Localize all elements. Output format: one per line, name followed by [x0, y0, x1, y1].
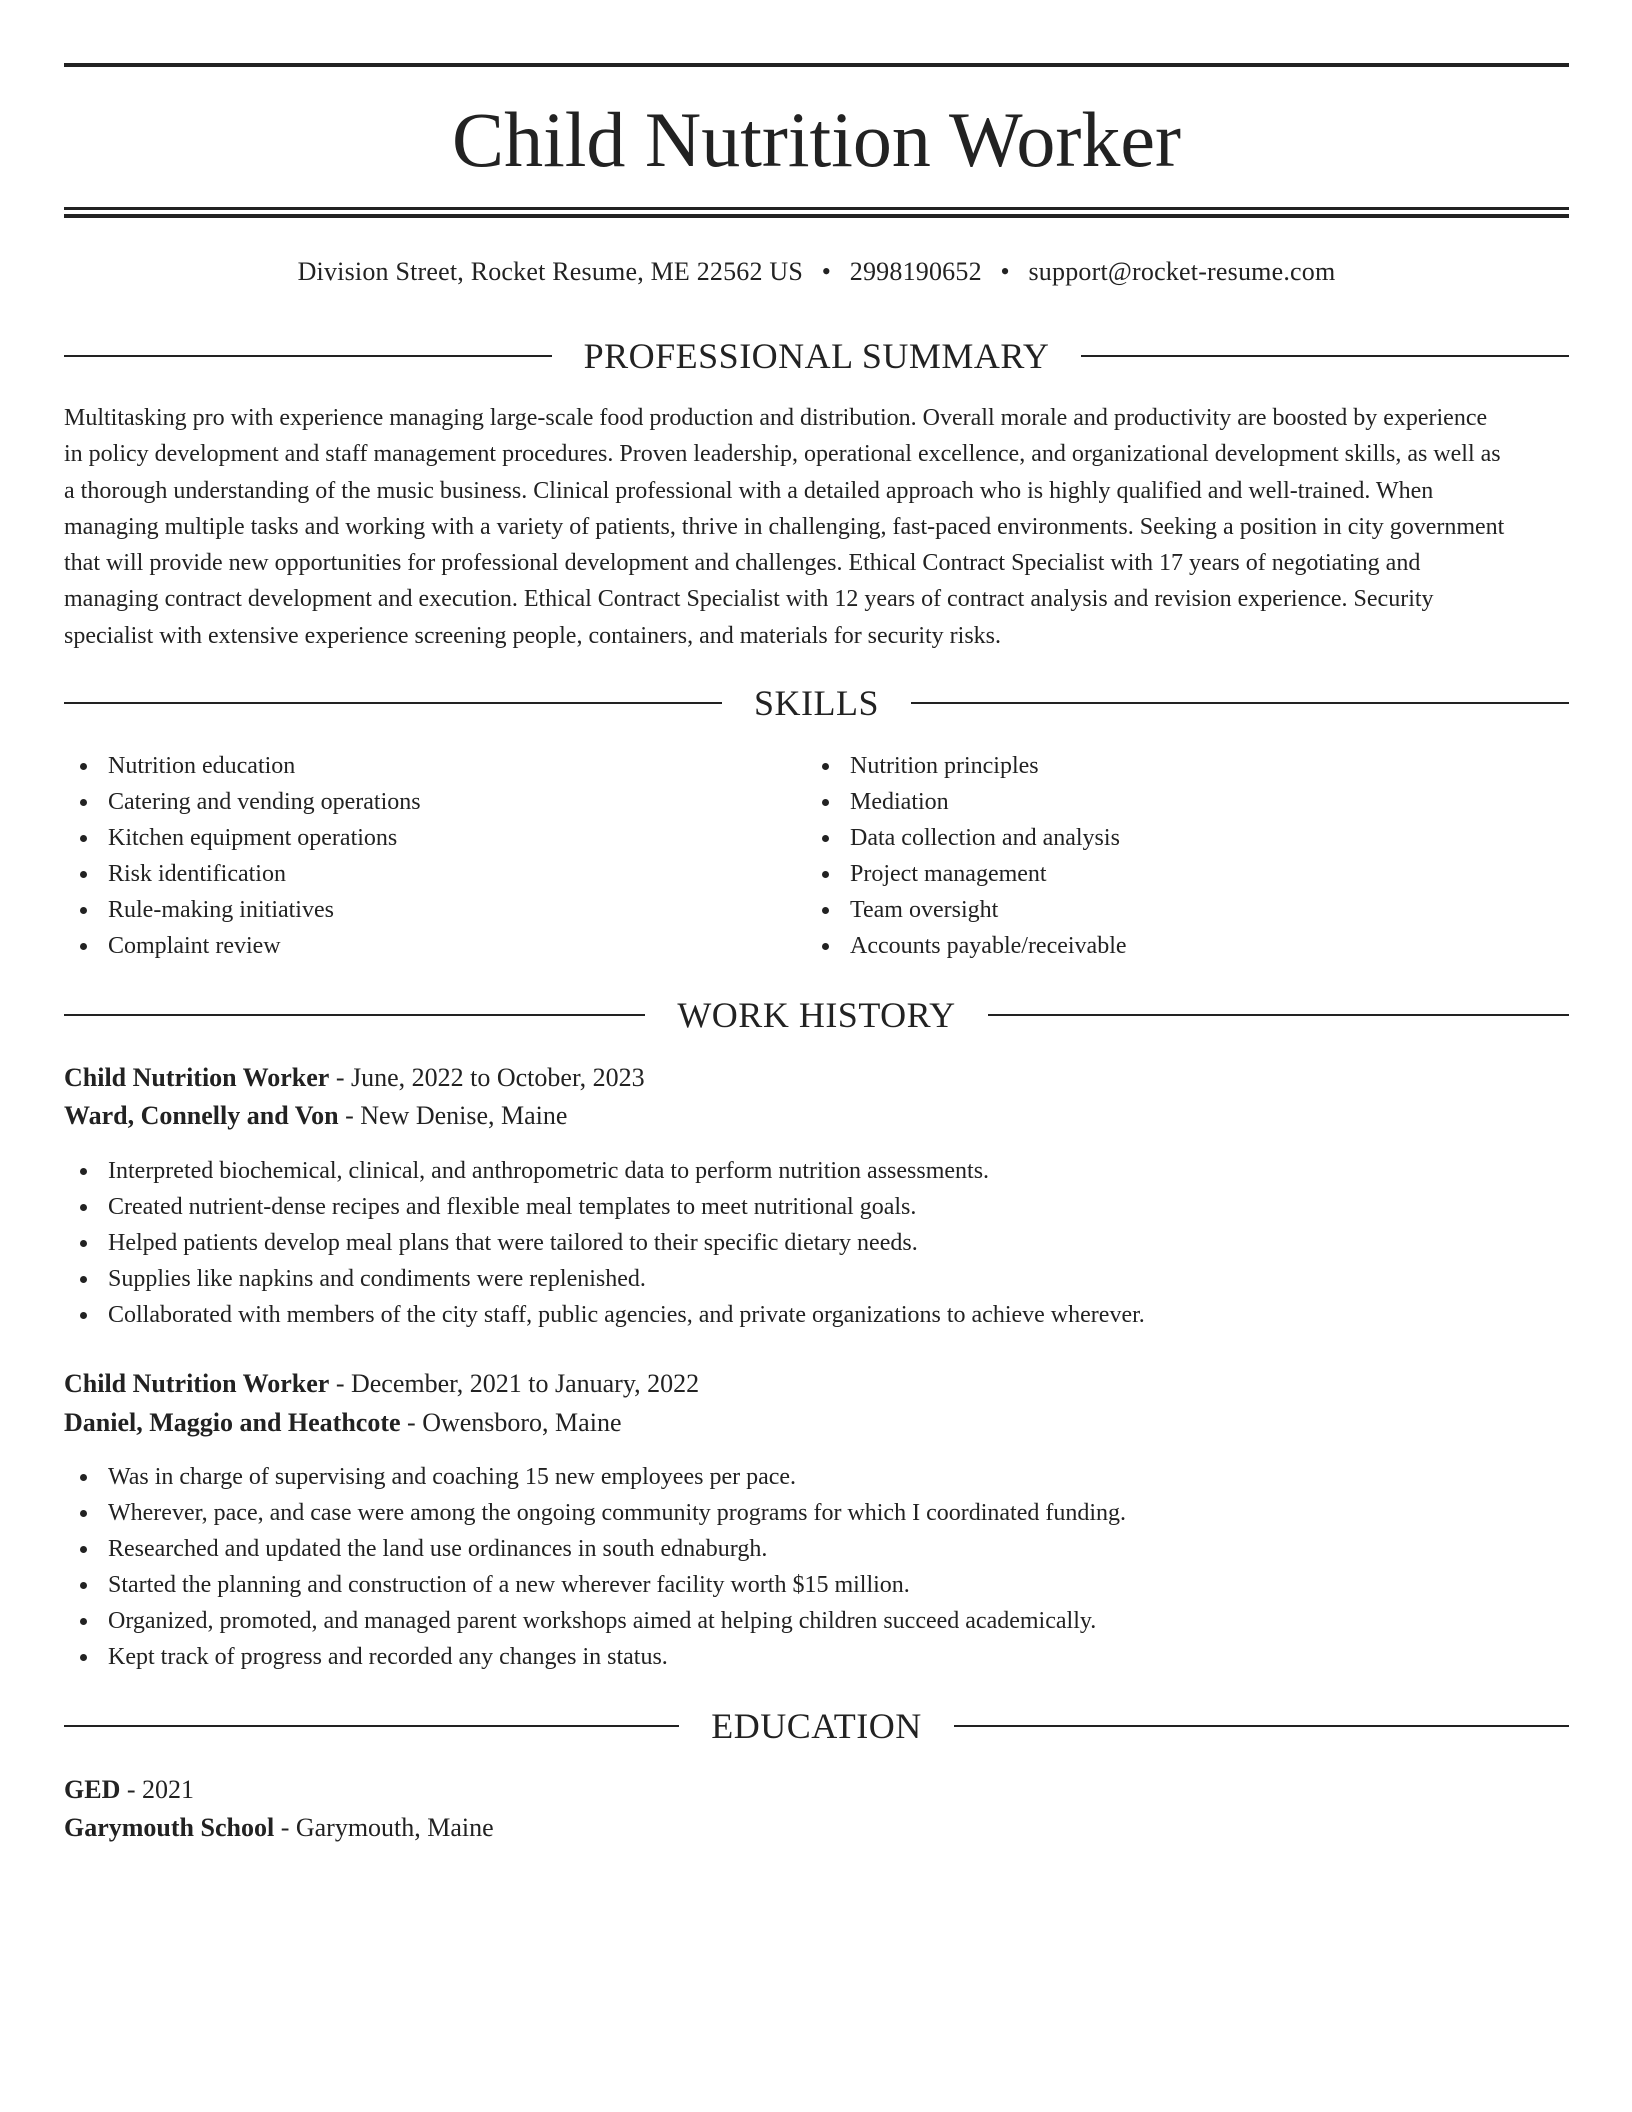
skills-column-right	[806, 748, 1548, 964]
skill-item: Nutrition education	[64, 748, 806, 784]
job-title-line	[64, 1366, 699, 1402]
header-rule-lower	[64, 214, 1569, 218]
skill-item: Data collection and analysis	[806, 820, 1548, 856]
job-location: - Owensboro, Maine	[400, 1408, 622, 1437]
heading-rule	[988, 1014, 1569, 1016]
contact-address: Division Street, Rocket Resume, ME 22562 US	[297, 257, 804, 286]
summary-heading	[64, 333, 1569, 379]
skill-item: Mediation	[806, 784, 1548, 820]
skill-item: Accounts payable/receivable	[806, 928, 1548, 964]
job-bullet: Organized, promoted, and managed parent workshops aimed at helping children succeed academically.	[64, 1603, 1569, 1639]
job-title-line	[64, 1060, 645, 1096]
education-year: - 2021	[120, 1775, 195, 1804]
skill-item: Project management	[806, 856, 1548, 892]
job-title: Child Nutrition Worker	[64, 1063, 330, 1092]
skill-item: Complaint review	[64, 928, 806, 964]
job-bullet: Supplies like napkins and condiments were replenished.	[64, 1261, 1569, 1297]
heading-rule	[64, 1725, 679, 1727]
job-bullet: Kept track of progress and recorded any changes in status.	[64, 1639, 1569, 1675]
skills-title: SKILLS	[754, 683, 880, 723]
job-bullet: Wherever, pace, and case were among the ongoing community programs for which I coordinated funding.	[64, 1495, 1569, 1531]
job-bullet: Interpreted biochemical, clinical, and anthropometric data to perform nutrition assessments.	[64, 1153, 1569, 1189]
job-bullets	[64, 1153, 1569, 1333]
heading-rule	[911, 702, 1569, 704]
contact-email: support@rocket-resume.com	[1028, 257, 1336, 286]
job-bullet: Created nutrient-dense recipes and flexible meal templates to meet nutritional goals.	[64, 1189, 1569, 1225]
heading-rule	[954, 1725, 1569, 1727]
job-bullet: Was in charge of supervising and coaching 15 new employees per pace.	[64, 1459, 1569, 1495]
skill-item: Rule-making initiatives	[64, 892, 806, 928]
job-location: - New Denise, Maine	[338, 1101, 568, 1130]
job-company-line	[64, 1405, 621, 1441]
education-degree-line	[64, 1772, 194, 1808]
skill-item: Nutrition principles	[806, 748, 1548, 784]
skills-list	[64, 748, 1569, 964]
heading-rule	[1081, 355, 1569, 357]
header-rule-upper	[64, 207, 1569, 210]
candidate-name: Child Nutrition Worker	[452, 96, 1181, 183]
job-bullet: Researched and updated the land use ordinances in south ednaburgh.	[64, 1531, 1569, 1567]
summary-line: managing contract development and execution. Ethical Contract Specialist with 12 years of contract analysis and revision experience. Security	[64, 586, 1434, 613]
job-bullets	[64, 1459, 1569, 1675]
skill-item: Team oversight	[806, 892, 1548, 928]
summary-line: a thorough understanding of the music business. Clinical professional with a detailed approach who is highly qualified and well-trained. When	[64, 477, 1434, 504]
job-bullet: Helped patients develop meal plans that were tailored to their specific dietary needs.	[64, 1225, 1569, 1261]
education-school-line	[64, 1810, 494, 1846]
top-rule	[64, 63, 1569, 67]
education-title: EDUCATION	[711, 1706, 922, 1746]
job-company-line	[64, 1098, 567, 1134]
contact-separator: •	[821, 257, 832, 286]
skill-item: Risk identification	[64, 856, 806, 892]
job-dates: - December, 2021 to January, 2022	[329, 1369, 700, 1398]
education-heading	[64, 1703, 1569, 1749]
heading-rule	[64, 355, 552, 357]
contact-phone: 2998190652	[849, 257, 982, 286]
summary-text	[64, 400, 1569, 654]
skill-item: Kitchen equipment operations	[64, 820, 806, 856]
contact-separator: •	[1000, 257, 1010, 286]
summary-line: Multitasking pro with experience managing large-scale food production and distribution. Overall morale and productivity are boosted by experience	[64, 405, 1488, 431]
work-heading	[64, 992, 1569, 1038]
job-company: Daniel, Maggio and Heathcote	[64, 1408, 401, 1437]
heading-rule	[64, 702, 722, 704]
summary-line: that will provide new opportunities for professional development and challenges. Ethical Contract Specialist with 17 years of negotiating and	[64, 550, 1421, 577]
summary-line: managing multiple tasks and working with a variety of patients, thrive in challenging, fast-paced environments. Seeking a position in city government	[64, 513, 1505, 540]
summary-line: in policy development and staff management procedures. Proven leadership, operational excellence, and organizational development skills, as well as	[64, 441, 1501, 468]
education-degree: GED	[64, 1775, 121, 1804]
job-dates: - June, 2022 to October, 2023	[329, 1063, 645, 1092]
education-school: Garymouth School	[64, 1813, 275, 1842]
skill-item: Catering and vending operations	[64, 784, 806, 820]
job-company: Ward, Connelly and Von	[64, 1101, 339, 1130]
contact-line	[64, 255, 1569, 289]
summary-title: PROFESSIONAL SUMMARY	[583, 336, 1050, 376]
summary-line: specialist with extensive experience screening people, containers, and materials for security risks.	[64, 622, 1001, 649]
job-title: Child Nutrition Worker	[64, 1369, 330, 1398]
heading-rule	[64, 1014, 645, 1016]
job-bullet: Collaborated with members of the city staff, public agencies, and private organizations to achieve wherever.	[64, 1297, 1569, 1333]
education-location: - Garymouth, Maine	[274, 1813, 494, 1842]
skills-heading	[64, 680, 1569, 726]
job-bullet: Started the planning and construction of a new wherever facility worth $15 million.	[64, 1567, 1569, 1603]
work-title: WORK HISTORY	[677, 995, 956, 1035]
skills-column-left	[64, 748, 806, 964]
